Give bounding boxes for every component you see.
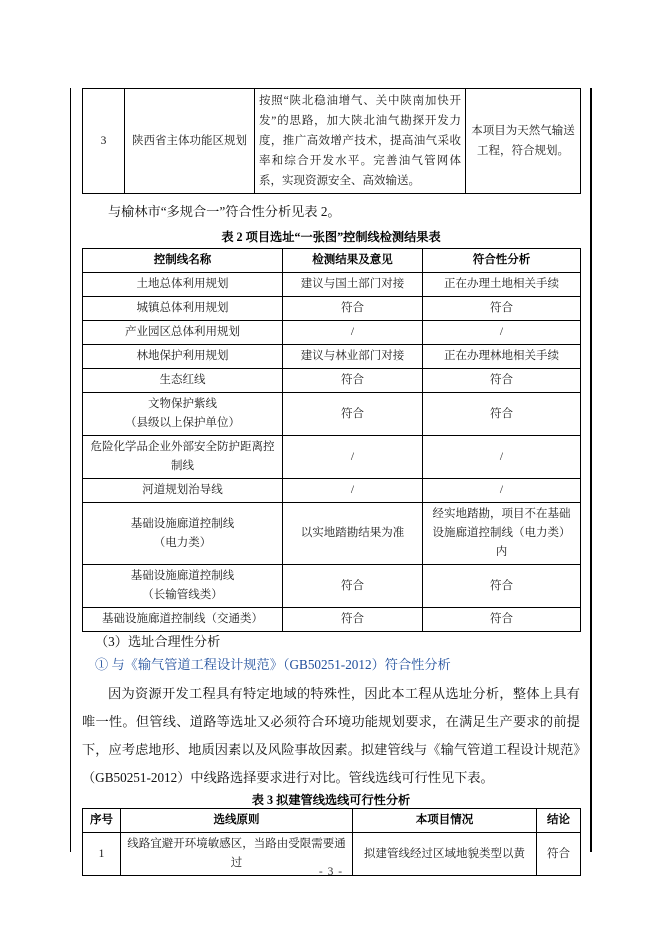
table2-cell-name: 生态红线 bbox=[83, 369, 283, 393]
table-header-row bbox=[83, 249, 581, 273]
table1-cell-content: 按照“陕北稳油增气、关中陕南加快开发”的思路，加大陕北油气勘探开发力度，推广高效增产技术，提高油气采收率和综合开发水平。完善油气管网体系，实现资源安全、高效输送。 bbox=[255, 89, 466, 194]
page-frame-right-rule bbox=[590, 88, 592, 852]
table2-cell-analysis: 经实地踏勘，项目不在基础设施廊道控制线（电力类）内 bbox=[423, 503, 581, 565]
table-row bbox=[83, 321, 581, 345]
table2-cell-result: / bbox=[283, 436, 423, 479]
table2-cell-name: 城镇总体利用规划 bbox=[83, 297, 283, 321]
table3-cell-principle: 线路宜避开环境敏感区，当路由受限需要通过 bbox=[121, 833, 353, 876]
table-2-container bbox=[82, 248, 580, 632]
table-row bbox=[83, 503, 581, 565]
table2-header-result: 检测结果及意见 bbox=[283, 249, 423, 273]
table-row bbox=[83, 436, 581, 479]
blue-heading-container bbox=[82, 652, 580, 678]
table-row bbox=[83, 393, 581, 436]
table2-cell-analysis: / bbox=[423, 479, 581, 503]
table2-cell-name: 林地保护利用规划 bbox=[83, 345, 283, 369]
table1-cell-no: 3 bbox=[83, 89, 125, 194]
table-row bbox=[83, 369, 581, 393]
table2-cell-result: / bbox=[283, 321, 423, 345]
table2-cell-name: 基础设施廊道控制线（交通类） bbox=[83, 608, 283, 632]
table-1-container bbox=[82, 88, 580, 194]
table3-cell-situation: 拟建管线经过区域地貌类型以黄 bbox=[353, 833, 537, 876]
table2-cell-analysis: 正在办理土地相关手续 bbox=[423, 273, 581, 297]
table-control-line-detection bbox=[82, 248, 581, 632]
table-row bbox=[83, 273, 581, 297]
table-row bbox=[83, 479, 581, 503]
table2-cell-result: 以实地踏勘结果为准 bbox=[283, 503, 423, 565]
table2-cell-result: 符合 bbox=[283, 297, 423, 321]
table-row bbox=[83, 345, 581, 369]
table2-cell-name: 产业园区总体利用规划 bbox=[83, 321, 283, 345]
table-2-caption: 表 2 项目选址“一张图”控制线检测结果表 bbox=[221, 230, 441, 244]
page-frame-left-rule bbox=[70, 88, 71, 852]
intro-paragraph: 与榆林市“多规合一”符合性分析见表 2。 bbox=[108, 204, 341, 219]
table2-cell-result: 符合 bbox=[283, 393, 423, 436]
table3-header-situation: 本项目情况 bbox=[353, 809, 537, 833]
table2-cell-analysis: 符合 bbox=[423, 393, 581, 436]
table-planning-conformance bbox=[82, 88, 581, 194]
table3-header-conclusion: 结论 bbox=[537, 809, 581, 833]
page-number: - 3 - bbox=[318, 866, 344, 878]
table2-cell-name: 基础设施廊道控制线 （长输管线类） bbox=[83, 565, 283, 608]
table3-header-principle: 选线原则 bbox=[121, 809, 353, 833]
table2-cell-result: 建议与国土部门对接 bbox=[283, 273, 423, 297]
table2-header-name: 控制线名称 bbox=[83, 249, 283, 273]
table-2-caption-container bbox=[82, 226, 580, 248]
table2-cell-result: 建议与林业部门对接 bbox=[283, 345, 423, 369]
table-3-caption: 表 3 拟建管线选线可行性分析 bbox=[251, 793, 411, 807]
table1-cell-conclusion: 本项目为天然气输送工程，符合规划。 bbox=[466, 89, 581, 194]
table2-cell-analysis: 正在办理林地相关手续 bbox=[423, 345, 581, 369]
table2-cell-name: 土地总体利用规划 bbox=[83, 273, 283, 297]
table2-cell-result: 符合 bbox=[283, 608, 423, 632]
table-row bbox=[83, 297, 581, 321]
section-3-heading: （3）选址合理性分析 bbox=[95, 634, 221, 649]
table2-cell-analysis: 符合 bbox=[423, 608, 581, 632]
table2-cell-analysis: 符合 bbox=[423, 297, 581, 321]
table-header-row bbox=[83, 809, 581, 833]
table2-cell-name: 文物保护紫线 （县级以上保护单位） bbox=[83, 393, 283, 436]
table2-cell-name: 基础设施廊道控制线 （电力类） bbox=[83, 503, 283, 565]
section-blue-heading: ① 与《输气管道工程设计规范》（GB50251-2012）符合性分析 bbox=[95, 657, 451, 672]
table2-header-analysis: 符合性分析 bbox=[423, 249, 581, 273]
table3-cell-conclusion: 符合 bbox=[537, 833, 581, 876]
section-body-paragraph: 因为资源开发工程具有特定地域的特殊性，因此本工程从选址分析，整体上具有唯一性。但管线、道路等选址又必须符合环境功能规划要求，在满足生产要求的前提下，应考虑地形、地质因素以及风险事故因素。拟建管线与《输气管道工程设计规范》（GB50251-2012）中线路选择要求进行对比。管线选线可行性见下表。 bbox=[82, 686, 580, 785]
table-row bbox=[83, 565, 581, 608]
intro-line-container bbox=[82, 198, 580, 226]
table2-cell-name: 危险化学品企业外部安全防护距离控制线 bbox=[83, 436, 283, 479]
table2-cell-result: 符合 bbox=[283, 565, 423, 608]
table1-cell-name: 陕西省主体功能区规划 bbox=[125, 89, 255, 194]
table-row bbox=[83, 89, 581, 194]
table2-cell-result: 符合 bbox=[283, 369, 423, 393]
table2-cell-result: / bbox=[283, 479, 423, 503]
table2-cell-analysis: / bbox=[423, 436, 581, 479]
table-2-body bbox=[83, 273, 581, 632]
table2-cell-analysis: / bbox=[423, 321, 581, 345]
table2-cell-name: 河道规划治导线 bbox=[83, 479, 283, 503]
section-body-container bbox=[82, 680, 580, 792]
table2-cell-analysis: 符合 bbox=[423, 565, 581, 608]
table2-cell-analysis: 符合 bbox=[423, 369, 581, 393]
table3-cell-no: 1 bbox=[83, 833, 121, 876]
table3-header-no: 序号 bbox=[83, 809, 121, 833]
